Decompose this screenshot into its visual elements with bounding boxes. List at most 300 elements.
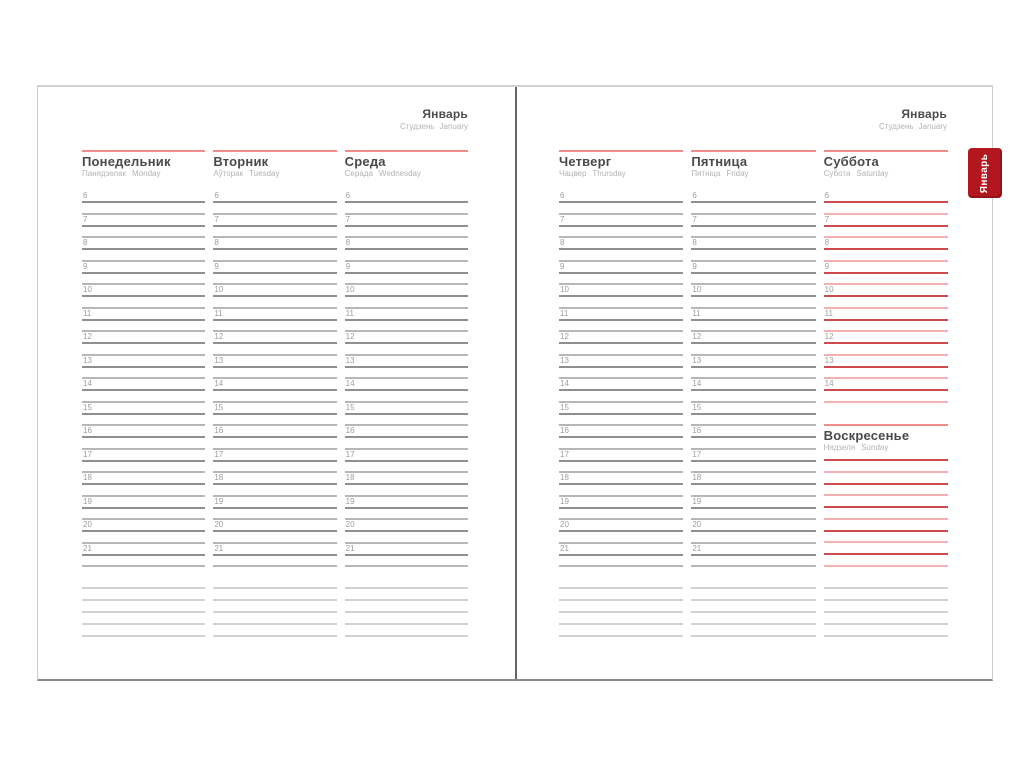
day-subtitle-en: Friday — [726, 169, 749, 178]
hour-grid — [691, 150, 815, 679]
hour-line — [82, 389, 205, 391]
notes-line — [82, 587, 205, 589]
hour-label: 12 — [214, 332, 224, 341]
notes-line — [82, 635, 205, 637]
notes-line — [691, 623, 815, 625]
half-hour-line — [213, 495, 336, 497]
hour-line — [559, 225, 683, 227]
half-hour-line — [213, 236, 336, 238]
planner-spread — [37, 85, 993, 681]
hour-line — [691, 342, 815, 344]
hour-line — [691, 225, 815, 227]
half-hour-line — [82, 424, 205, 426]
half-hour-line — [824, 307, 948, 309]
half-hour-line — [691, 283, 815, 285]
notes-line — [345, 611, 468, 613]
hour-line — [213, 389, 336, 391]
hour-label: 13 — [560, 355, 569, 365]
hour-line — [82, 319, 205, 321]
hour-line — [213, 319, 336, 321]
hour-label: 16 — [345, 426, 355, 435]
hour-line — [691, 319, 815, 321]
day-column-wednesday — [345, 150, 468, 679]
hour-line — [345, 436, 468, 438]
hour-line — [345, 201, 468, 203]
half-hour-line — [691, 354, 815, 356]
notes-line — [82, 599, 205, 601]
hour-line — [559, 530, 683, 532]
hour-label: 12 — [345, 332, 355, 341]
hour-label: 6 — [824, 191, 830, 200]
half-hour-line — [691, 236, 815, 238]
notes-line — [213, 635, 336, 637]
hour-label: 10 — [824, 285, 834, 294]
hour-line — [213, 413, 336, 415]
day-name: Пятница — [691, 154, 748, 169]
hour-line — [691, 436, 815, 438]
hour-label: 19 — [214, 496, 224, 506]
month-subtitle-en: January — [918, 122, 947, 131]
hour-line — [345, 483, 468, 485]
notes-line — [559, 623, 683, 625]
day-column-friday — [691, 150, 815, 679]
hour-label: 17 — [345, 449, 355, 459]
hour-line — [345, 460, 468, 462]
hour-label: 10 — [345, 285, 355, 294]
hour-line — [559, 366, 683, 368]
half-hour-line — [691, 330, 815, 332]
day-column-monday — [82, 150, 205, 679]
hour-label: 12 — [824, 332, 834, 341]
hour-line — [213, 366, 336, 368]
hour-label: 8 — [83, 238, 88, 247]
half-hour-line — [559, 518, 683, 520]
half-hour-line — [824, 330, 948, 332]
hour-label: 17 — [214, 449, 224, 459]
hour-line — [82, 530, 205, 532]
hour-label: 9 — [824, 261, 830, 271]
hour-line — [691, 248, 815, 250]
hour-label: 9 — [560, 261, 565, 271]
half-hour-line — [82, 401, 205, 403]
notes-line — [691, 635, 815, 637]
half-hour-line — [82, 260, 205, 262]
hour-line — [691, 201, 815, 203]
half-hour-line — [559, 354, 683, 356]
month-title: Январь — [901, 107, 947, 121]
hour-line — [559, 319, 683, 321]
half-hour-line — [213, 213, 336, 215]
hour-line — [559, 201, 683, 203]
half-hour-line — [345, 448, 468, 450]
half-hour-line — [691, 213, 815, 215]
hour-line — [559, 272, 683, 274]
hour-label: 13 — [83, 355, 92, 365]
hour-label: 12 — [692, 332, 702, 341]
hour-label: 10 — [692, 285, 702, 294]
notes-line — [82, 623, 205, 625]
hour-label: 11 — [345, 308, 354, 318]
hour-line — [559, 507, 683, 509]
hour-line — [213, 225, 336, 227]
hour-line — [82, 507, 205, 509]
hour-grid — [213, 150, 336, 679]
hour-label: 8 — [345, 238, 351, 247]
notes-line — [691, 599, 815, 601]
hour-label: 9 — [692, 261, 697, 271]
half-hour-line — [345, 307, 468, 309]
half-hour-line — [345, 495, 468, 497]
half-hour-line — [559, 565, 683, 567]
half-hour-line — [691, 401, 815, 403]
half-hour-line — [345, 260, 468, 262]
half-hour-line — [82, 377, 205, 379]
hour-grid — [82, 150, 205, 679]
hour-label: 21 — [692, 543, 702, 553]
hour-line — [691, 460, 815, 462]
month-subtitle-en: January — [439, 122, 468, 131]
hour-line — [345, 342, 468, 344]
half-hour-line — [345, 354, 468, 356]
hour-line — [691, 389, 815, 391]
half-hour-line — [82, 471, 205, 473]
hour-line — [82, 554, 205, 556]
hour-line — [824, 225, 948, 227]
hour-label: 13 — [692, 355, 702, 365]
hour-line — [559, 460, 683, 462]
hour-line — [213, 342, 336, 344]
hour-label: 13 — [214, 355, 224, 365]
hour-label: 15 — [692, 402, 702, 412]
hour-line — [691, 295, 815, 297]
half-hour-line — [213, 377, 336, 379]
hour-label: 17 — [560, 449, 569, 459]
free-line — [824, 459, 948, 461]
hour-line — [345, 319, 468, 321]
half-hour-line — [82, 354, 205, 356]
half-hour-line — [824, 283, 948, 285]
hour-label: 7 — [560, 214, 565, 224]
half-hour-line — [691, 448, 815, 450]
hour-line — [559, 295, 683, 297]
half-hour-line — [82, 283, 205, 285]
hour-line — [559, 436, 683, 438]
half-hour-line — [345, 518, 468, 520]
hour-line — [824, 366, 948, 368]
day-subtitle-by: Пятніца — [691, 169, 721, 178]
hour-line — [559, 554, 683, 556]
sunday-section — [824, 424, 948, 679]
hour-line — [691, 530, 815, 532]
notes-line — [691, 611, 815, 613]
hour-label: 11 — [83, 308, 92, 318]
hour-line — [345, 389, 468, 391]
half-hour-line — [82, 542, 205, 544]
hour-line — [824, 248, 948, 250]
day-subtitle-by: Аўторак — [213, 169, 244, 178]
half-hour-line — [345, 330, 468, 332]
half-hour-line — [345, 401, 468, 403]
hour-line — [559, 248, 683, 250]
hour-label: 7 — [214, 214, 219, 224]
notes-line — [559, 611, 683, 613]
day-subtitle-by: Субота — [823, 169, 851, 178]
hour-label: 8 — [214, 238, 219, 247]
hour-label: 9 — [83, 261, 88, 271]
month-tab-january[interactable] — [968, 148, 1002, 198]
hour-line — [213, 436, 336, 438]
hour-label: 17 — [692, 449, 702, 459]
half-hour-line — [213, 330, 336, 332]
notes-line — [213, 587, 336, 589]
hour-label: 15 — [560, 402, 569, 412]
hour-label: 21 — [83, 543, 92, 553]
day-name: Вторник — [213, 154, 269, 169]
half-hour-line — [691, 377, 815, 379]
hour-line — [213, 530, 336, 532]
hour-label: 8 — [692, 238, 697, 247]
notes-line — [345, 599, 468, 601]
hour-label: 20 — [214, 520, 224, 529]
half-hour-line — [559, 236, 683, 238]
hour-label: 20 — [345, 520, 355, 529]
hour-label: 21 — [214, 543, 224, 553]
notes-line — [559, 635, 683, 637]
hour-label: 16 — [560, 426, 569, 435]
day-subtitle-by: Серада — [344, 169, 373, 178]
day-columns-right — [559, 150, 948, 679]
hour-line — [691, 413, 815, 415]
hour-grid — [345, 150, 468, 679]
hour-line — [345, 248, 468, 250]
half-hour-line — [82, 330, 205, 332]
hour-label: 9 — [345, 261, 351, 271]
hour-label: 18 — [83, 473, 92, 482]
half-hour-line — [824, 260, 948, 262]
month-header — [400, 107, 468, 132]
hour-label: 20 — [560, 520, 569, 529]
hour-line — [345, 366, 468, 368]
hour-line — [82, 295, 205, 297]
hour-label: 14 — [824, 379, 834, 388]
notes-line — [691, 587, 815, 589]
half-hour-line — [82, 495, 205, 497]
half-hour-line — [213, 542, 336, 544]
hour-line — [345, 554, 468, 556]
hour-label: 7 — [824, 214, 830, 224]
half-hour-line — [691, 424, 815, 426]
hour-label: 14 — [214, 379, 224, 388]
hour-label: 6 — [214, 191, 219, 200]
free-line — [824, 518, 948, 520]
half-hour-line — [691, 307, 815, 309]
hour-line — [345, 225, 468, 227]
half-hour-line — [691, 565, 815, 567]
hour-label: 20 — [692, 520, 702, 529]
half-hour-line — [559, 213, 683, 215]
hour-label: 16 — [214, 426, 224, 435]
month-title: Январь — [422, 107, 468, 121]
half-hour-line — [559, 401, 683, 403]
notes-line — [82, 611, 205, 613]
hour-label: 18 — [345, 473, 355, 482]
notes-line — [213, 623, 336, 625]
half-hour-line — [213, 565, 336, 567]
hour-label: 11 — [560, 308, 569, 318]
half-hour-line — [559, 330, 683, 332]
hour-line — [345, 530, 468, 532]
hour-line — [824, 319, 948, 321]
hour-line — [213, 248, 336, 250]
half-hour-line — [691, 260, 815, 262]
month-subtitle-by: Студзень — [399, 122, 435, 131]
half-hour-line — [345, 565, 468, 567]
hour-line — [213, 507, 336, 509]
half-hour-line — [213, 471, 336, 473]
half-hour-line — [824, 354, 948, 356]
month-subtitle — [400, 122, 468, 132]
half-hour-line — [213, 424, 336, 426]
page-left — [38, 87, 515, 679]
day-subtitle-en: Saturday — [856, 169, 889, 178]
day-name: Четверг — [559, 154, 612, 169]
notes-line — [213, 611, 336, 613]
half-hour-line — [559, 542, 683, 544]
hour-label: 10 — [83, 285, 92, 294]
free-line — [824, 541, 948, 543]
half-hour-line — [345, 542, 468, 544]
hour-line — [824, 201, 948, 203]
free-line — [824, 483, 948, 485]
half-hour-line — [824, 236, 948, 238]
hour-label: 14 — [560, 379, 569, 388]
half-hour-line — [691, 518, 815, 520]
day-subtitle-en: Wednesday — [378, 169, 422, 178]
day-name: Среда — [344, 154, 386, 169]
hour-label: 15 — [214, 402, 224, 412]
hour-line — [345, 295, 468, 297]
day-subtitle-en: Monday — [132, 169, 161, 178]
day-subtitle-en: Thursday — [592, 169, 626, 178]
half-hour-line — [559, 260, 683, 262]
day-subtitle-by: Чацвер — [559, 169, 587, 178]
notes-line — [559, 587, 683, 589]
half-hour-line — [559, 424, 683, 426]
half-hour-line — [824, 401, 948, 403]
hour-label: 7 — [345, 214, 351, 224]
hour-line — [82, 436, 205, 438]
half-hour-line — [82, 565, 205, 567]
hour-label: 19 — [83, 496, 92, 506]
hour-line — [82, 483, 205, 485]
hour-label: 17 — [83, 449, 92, 459]
day-subtitle-en: Tuesday — [249, 169, 280, 178]
hour-line — [345, 272, 468, 274]
hour-line — [691, 507, 815, 509]
hour-label: 18 — [692, 473, 702, 482]
hour-label: 11 — [214, 308, 223, 318]
half-hour-line — [82, 213, 205, 215]
hour-line — [213, 201, 336, 203]
hour-label: 13 — [345, 355, 355, 365]
half-hour-line — [213, 307, 336, 309]
hour-label: 14 — [83, 379, 92, 388]
hour-line — [824, 389, 948, 391]
hour-label: 16 — [83, 426, 92, 435]
hour-label: 12 — [560, 332, 569, 341]
page-right — [517, 87, 992, 679]
free-line — [824, 494, 948, 496]
hour-line — [82, 201, 205, 203]
hour-grid — [559, 150, 683, 679]
hour-line — [213, 554, 336, 556]
hour-label: 8 — [560, 238, 565, 247]
hour-line — [691, 366, 815, 368]
hour-label: 13 — [824, 355, 834, 365]
hour-label: 11 — [692, 308, 701, 318]
half-hour-line — [82, 307, 205, 309]
hour-label: 8 — [824, 238, 830, 247]
hour-line — [345, 413, 468, 415]
month-tab-label: Январь — [979, 153, 991, 193]
hour-label: 10 — [214, 285, 224, 294]
free-line — [824, 530, 948, 532]
half-hour-line — [559, 377, 683, 379]
half-hour-line — [691, 471, 815, 473]
hour-label: 20 — [83, 520, 92, 529]
hour-label: 14 — [692, 379, 702, 388]
half-hour-line — [213, 448, 336, 450]
month-header — [879, 107, 947, 132]
hour-label: 6 — [345, 191, 351, 200]
free-line — [824, 553, 948, 555]
hour-line — [82, 272, 205, 274]
hour-label: 12 — [83, 332, 92, 341]
hour-line — [824, 295, 948, 297]
hour-line — [691, 554, 815, 556]
free-line — [824, 506, 948, 508]
hour-label: 10 — [560, 285, 569, 294]
hour-line — [82, 413, 205, 415]
free-line — [824, 565, 948, 567]
half-hour-line — [213, 283, 336, 285]
hour-label: 7 — [83, 214, 88, 224]
half-hour-line — [559, 471, 683, 473]
half-hour-line — [213, 260, 336, 262]
hour-label: 6 — [83, 191, 88, 200]
notes-line — [559, 599, 683, 601]
free-line — [824, 471, 948, 473]
hour-label: 19 — [560, 496, 569, 506]
hour-label: 9 — [214, 261, 219, 271]
day-column-tuesday — [213, 150, 336, 679]
hour-label: 14 — [345, 379, 355, 388]
hour-line — [82, 225, 205, 227]
half-hour-line — [345, 283, 468, 285]
hour-line — [213, 295, 336, 297]
month-subtitle — [879, 122, 947, 132]
half-hour-line — [345, 471, 468, 473]
half-hour-line — [559, 448, 683, 450]
half-hour-line — [213, 518, 336, 520]
hour-label: 15 — [83, 402, 92, 412]
hour-line — [559, 389, 683, 391]
hour-line — [691, 483, 815, 485]
hour-line — [213, 460, 336, 462]
hour-label: 6 — [692, 191, 697, 200]
hour-line — [559, 342, 683, 344]
free-lines — [824, 424, 948, 679]
